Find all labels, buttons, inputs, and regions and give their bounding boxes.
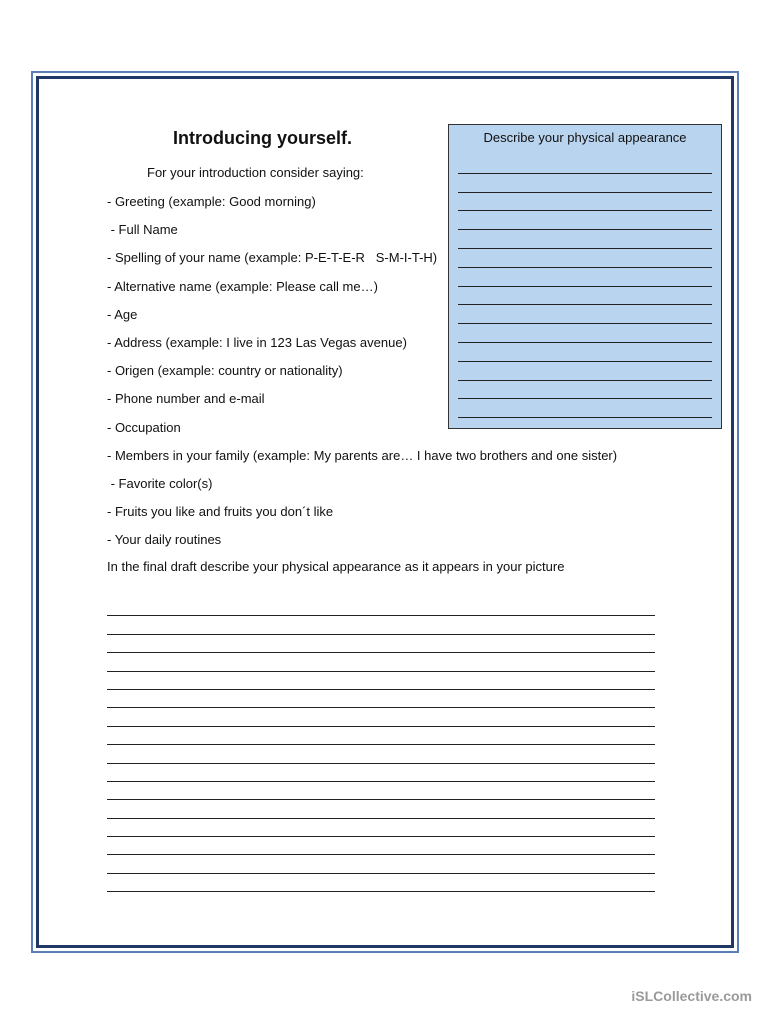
intro-text: For your introduction consider saying:	[147, 165, 364, 180]
prompt-list-item: - Fruits you like and fruits you don´t like	[107, 504, 334, 520]
answer-line[interactable]	[107, 616, 655, 634]
description-line[interactable]	[458, 324, 712, 343]
description-line[interactable]	[458, 399, 712, 418]
description-line[interactable]	[458, 287, 712, 306]
answer-line[interactable]	[107, 764, 655, 782]
answer-line[interactable]	[107, 708, 655, 726]
description-line[interactable]	[458, 155, 712, 174]
prompt-list-item: - Members in your family (example: My parents are… I have two brothers and one sister)	[107, 447, 618, 463]
prompt-list-item: - Greeting (example: Good morning)	[107, 194, 316, 209]
description-line[interactable]	[458, 268, 712, 287]
prompt-list-item: - Your daily routines	[107, 532, 222, 548]
answer-line[interactable]	[107, 800, 655, 818]
answer-line[interactable]	[107, 782, 655, 800]
worksheet-title: Introducing yourself.	[172, 128, 352, 148]
answer-line[interactable]	[107, 874, 655, 892]
description-line[interactable]	[458, 305, 712, 324]
final-draft-instruction: In the final draft describe your physical appearance as it appears in your picture	[107, 559, 565, 574]
description-line[interactable]	[458, 381, 712, 400]
prompt-list-item: - Alternative name (example: Please call me…)	[107, 278, 378, 294]
prompt-list-item: - Occupation	[107, 419, 181, 435]
description-line[interactable]	[458, 193, 712, 212]
answer-line[interactable]	[107, 690, 655, 708]
physical-appearance-writing-lines	[458, 155, 712, 418]
prompt-list-item: - Origen (example: country or nationality)	[107, 363, 343, 379]
prompt-list-item: - Address (example: I live in 123 Las Vegas avenue)	[107, 334, 407, 350]
description-line[interactable]	[458, 230, 712, 249]
answer-writing-lines	[107, 598, 655, 892]
prompt-list-item: - Phone number and e-mail	[107, 391, 265, 407]
answer-line[interactable]	[107, 745, 655, 763]
answer-line[interactable]	[107, 855, 655, 873]
description-line[interactable]	[458, 362, 712, 381]
physical-appearance-box-title: Describe your physical appearance	[483, 130, 687, 145]
answer-line[interactable]	[107, 653, 655, 671]
description-line[interactable]	[458, 211, 712, 230]
prompt-list-item: - Age	[107, 306, 138, 322]
description-line[interactable]	[458, 343, 712, 362]
description-line[interactable]	[458, 174, 712, 193]
answer-line[interactable]	[107, 837, 655, 855]
answer-line[interactable]	[107, 635, 655, 653]
answer-line[interactable]	[107, 727, 655, 745]
answer-line[interactable]	[107, 672, 655, 690]
answer-line[interactable]	[107, 598, 655, 616]
answer-line[interactable]	[107, 819, 655, 837]
prompt-list-item: - Spelling of your name (example: P-E-T-E-R S-M-I-T-H)	[107, 250, 438, 266]
prompt-list-item: - Favorite color(s)	[107, 475, 213, 491]
site-watermark: iSLCollective.com	[631, 988, 752, 1004]
physical-appearance-box	[448, 124, 722, 429]
description-line[interactable]	[458, 249, 712, 268]
prompt-list-item: - Full Name	[107, 222, 178, 238]
